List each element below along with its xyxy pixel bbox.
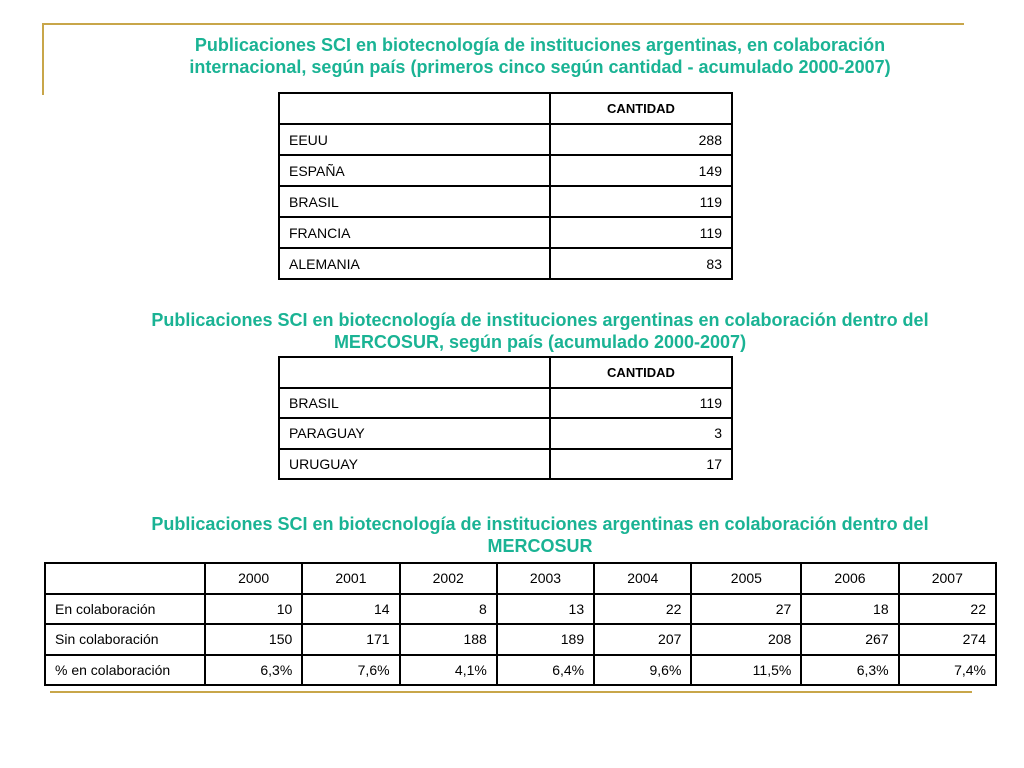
value-cell: 22 (594, 594, 691, 625)
value-cell: 189 (497, 624, 594, 655)
section1-title-line1: Publicaciones SCI en biotecnología de instituciones argentinas, en colaboración (194, 35, 886, 55)
value-cell: 14 (302, 594, 399, 625)
value-cell: 119 (550, 217, 732, 248)
value-cell: 7,6% (302, 655, 399, 686)
section2-title-line1: Publicaciones SCI en biotecnología de instituciones argentinas en colaboración dentro del (151, 310, 929, 330)
section2-title (60, 309, 1020, 353)
table-row (45, 594, 996, 625)
value-cell: 150 (205, 624, 302, 655)
table-row (279, 186, 732, 217)
value-cell: 119 (550, 388, 732, 419)
table-row (45, 655, 996, 686)
value-cell: 22 (899, 594, 996, 625)
country-cell: BRASIL (279, 388, 550, 419)
yearly-collaboration-table (44, 562, 997, 686)
empty-header-cell (279, 93, 550, 124)
country-cell: URUGUAY (279, 449, 550, 480)
bottom-gold-rule (50, 691, 972, 693)
country-cell: PARAGUAY (279, 418, 550, 449)
value-cell: 6,3% (801, 655, 898, 686)
year-header: 2004 (594, 563, 691, 594)
table-row (279, 449, 732, 480)
quantity-header: CANTIDAD (550, 357, 732, 388)
table-row (279, 248, 732, 279)
value-cell: 17 (550, 449, 732, 480)
international-table (278, 92, 733, 280)
value-cell: 208 (691, 624, 801, 655)
table-header-row (279, 93, 732, 124)
year-header: 2007 (899, 563, 996, 594)
value-cell: 288 (550, 124, 732, 155)
row-label: En colaboración (45, 594, 205, 625)
table-row (279, 388, 732, 419)
value-cell: 11,5% (691, 655, 801, 686)
value-cell: 8 (400, 594, 497, 625)
section1-title (60, 34, 1020, 78)
section1-title-line2: internacional, según país (primeros cinco según cantidad - acumulado 2000-2007) (189, 57, 891, 77)
mercosur-country-table (278, 356, 733, 480)
table-row (279, 217, 732, 248)
value-cell: 6,3% (205, 655, 302, 686)
left-gold-rule (42, 23, 44, 95)
year-header: 2006 (801, 563, 898, 594)
value-cell: 171 (302, 624, 399, 655)
table-header-row (279, 357, 732, 388)
value-cell: 7,4% (899, 655, 996, 686)
empty-header-cell (279, 357, 550, 388)
table-row (279, 418, 732, 449)
value-cell: 188 (400, 624, 497, 655)
country-cell: ALEMANIA (279, 248, 550, 279)
country-cell: ESPAÑA (279, 155, 550, 186)
top-gold-rule (42, 23, 964, 25)
year-header: 2002 (400, 563, 497, 594)
year-header: 2005 (691, 563, 801, 594)
value-cell: 27 (691, 594, 801, 625)
country-cell: FRANCIA (279, 217, 550, 248)
year-header: 2001 (302, 563, 399, 594)
value-cell: 18 (801, 594, 898, 625)
value-cell: 119 (550, 186, 732, 217)
value-cell: 207 (594, 624, 691, 655)
table-row (45, 624, 996, 655)
value-cell: 4,1% (400, 655, 497, 686)
value-cell: 267 (801, 624, 898, 655)
value-cell: 3 (550, 418, 732, 449)
table-row (279, 124, 732, 155)
row-label: % en colaboración (45, 655, 205, 686)
empty-header-cell (45, 563, 205, 594)
section2-title-line2: MERCOSUR, según país (acumulado 2000-2007) (333, 332, 747, 352)
year-header: 2003 (497, 563, 594, 594)
quantity-header: CANTIDAD (550, 93, 732, 124)
value-cell: 149 (550, 155, 732, 186)
value-cell: 83 (550, 248, 732, 279)
table-row (279, 155, 732, 186)
section3-title (60, 513, 1020, 557)
value-cell: 6,4% (497, 655, 594, 686)
section3-title-line1: Publicaciones SCI en biotecnología de instituciones argentinas en colaboración dentro del (151, 514, 929, 534)
country-cell: EEUU (279, 124, 550, 155)
year-header: 2000 (205, 563, 302, 594)
section3-title-line2: MERCOSUR (487, 536, 593, 556)
value-cell: 13 (497, 594, 594, 625)
table-header-row (45, 563, 996, 594)
value-cell: 9,6% (594, 655, 691, 686)
country-cell: BRASIL (279, 186, 550, 217)
row-label: Sin colaboración (45, 624, 205, 655)
value-cell: 10 (205, 594, 302, 625)
value-cell: 274 (899, 624, 996, 655)
